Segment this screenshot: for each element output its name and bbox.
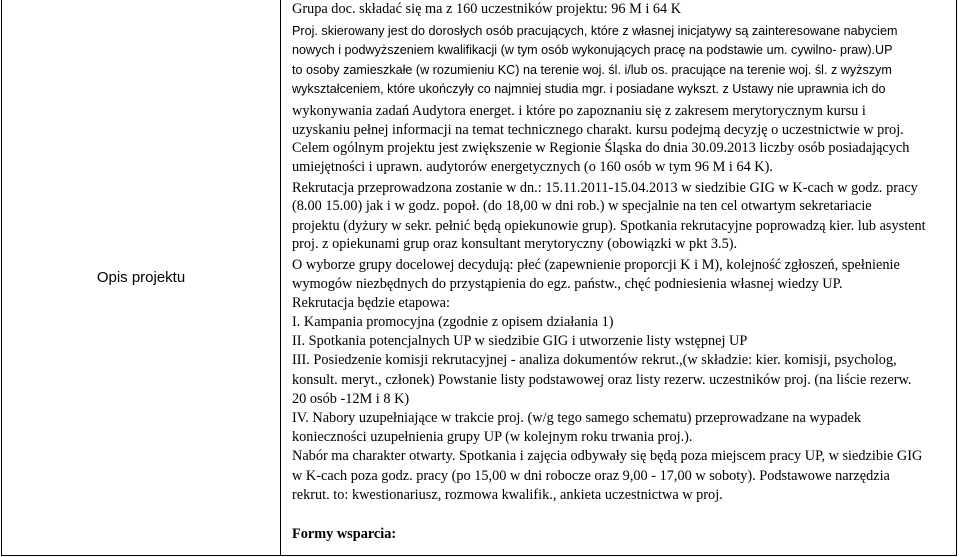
text-line: rekrut. to: kwestionariusz, rozmowa kwalifik., ankieta uczestnictwa w proj. bbox=[292, 487, 723, 503]
text-line: Proj. skierowany jest do dorosłych osób pracujących, które z własnej inicjatywy są zainteresowane nabyciem bbox=[292, 24, 898, 38]
text-line: wykonywania zadań Audytora energet. i które po zapoznaniu się z zakresem merytorycznym kursu i bbox=[292, 103, 866, 119]
text-line: wykształceniem, które ukończyły co najmniej studia mgr. i posiadane wykszt. z Ustawy nie uprawnia ich do bbox=[292, 82, 886, 96]
text-line: w K-cach poza godz. pracy (po 15,00 w dni robocze oraz 9,00 - 17,00 w soboty). Podstawowe narzędzia bbox=[292, 468, 890, 484]
text-line: wymogów niezbędnych do przystąpienia do egz. państw., chęć podniesienia własnej wiedzy UP. bbox=[292, 276, 843, 292]
text-line: I. Kampania promocyjna (zgodnie z opisem działania 1) bbox=[292, 314, 614, 330]
row-label-cell bbox=[2, 0, 281, 555]
text-line: III. Posiedzenie komisji rekrutacyjnej - analiza dokumentów rekrut.,(w składzie: kier. komisji, psycholog, bbox=[292, 352, 897, 368]
text-line: to osoby zamieszkałe (w rozumieniu KC) na terenie woj. śl. i/lub os. pracujące na terenie woj. śl. z wyższym bbox=[292, 63, 892, 77]
text-line: 20 osób -12M i 8 K) bbox=[292, 391, 410, 407]
project-table bbox=[1, 0, 957, 556]
text-line: Celem ogólnym projektu jest zwiększenie w Regionie Śląska do dnia 30.09.2013 liczby osób posiadających bbox=[292, 140, 910, 156]
text-line: O wyborze grupy docelowej decydują: płeć (zapewnienie proporcji K i M), kolejność zgłoszeń, spełnienie bbox=[292, 257, 900, 273]
text-line: Grupa doc. składać się ma z 160 uczestników projektu: 96 M i 64 K bbox=[292, 1, 682, 17]
text-line: konieczności uzupełnienia grupy UP (w kolejnym roku trwania proj.). bbox=[292, 429, 693, 445]
text-line: Rekrutacja przeprowadzona zostanie w dn.: 15.11.2011-15.04.2013 w siedzibie GIG w K-cach w godz. pracy bbox=[292, 180, 918, 196]
text-line: umiejętności i uprawn. audytorów energetycznych (o 160 osób w tym 96 M i 64 K). bbox=[292, 159, 773, 175]
text-line: (8.00 15.00) jak i w godz. popoł. (do 18,00 w dni rob.) w specjalnie na ten cel otwartym sekretariacie bbox=[292, 198, 872, 214]
text-line: II. Spotkania potencjalnych UP w siedzibie GIG i utworzenie listy wstępnej UP bbox=[292, 333, 748, 349]
text-line: IV. Nabory uzupełniające w trakcie proj. (w/g tego samego schematu) przeprowadzane na wypadek bbox=[292, 410, 861, 426]
text-line: proj. z opiekunami grup oraz konsultant merytoryczny (obowiązki w pkt 3.5). bbox=[292, 236, 738, 252]
description-cell bbox=[282, 0, 956, 555]
text-line: uzyskaniu pełnej informacji na temat technicznego charakt. kursu podejmą decyzję o uczestnictwie w proj. bbox=[292, 122, 904, 138]
row-label: Opis projektu bbox=[96, 269, 186, 286]
text-line: Nabór ma charakter otwarty. Spotkania i zajęcia odbywały się będą poza miejscem pracy UP, w siedzibie GIG bbox=[292, 448, 923, 464]
section-heading: Formy wsparcia: bbox=[292, 526, 397, 542]
text-line: nowych i podwyższeniem kwalifikacji (w tym osób wykonujących pracę na podstawie um. cywilno- praw).UP bbox=[292, 43, 893, 57]
text-line: Rekrutacja będzie etapowa: bbox=[292, 295, 450, 311]
text-line: konsult. meryt., członek) Powstanie listy podstawowej oraz listy rezerw. uczestników proj. (na liście rezerw. bbox=[292, 372, 912, 388]
text-line: projektu (dyżury w sekr. pełnić będą opiekunowie grup). Spotkania rekrutacyjne poprowadzą kier. lub asystent bbox=[292, 218, 926, 234]
